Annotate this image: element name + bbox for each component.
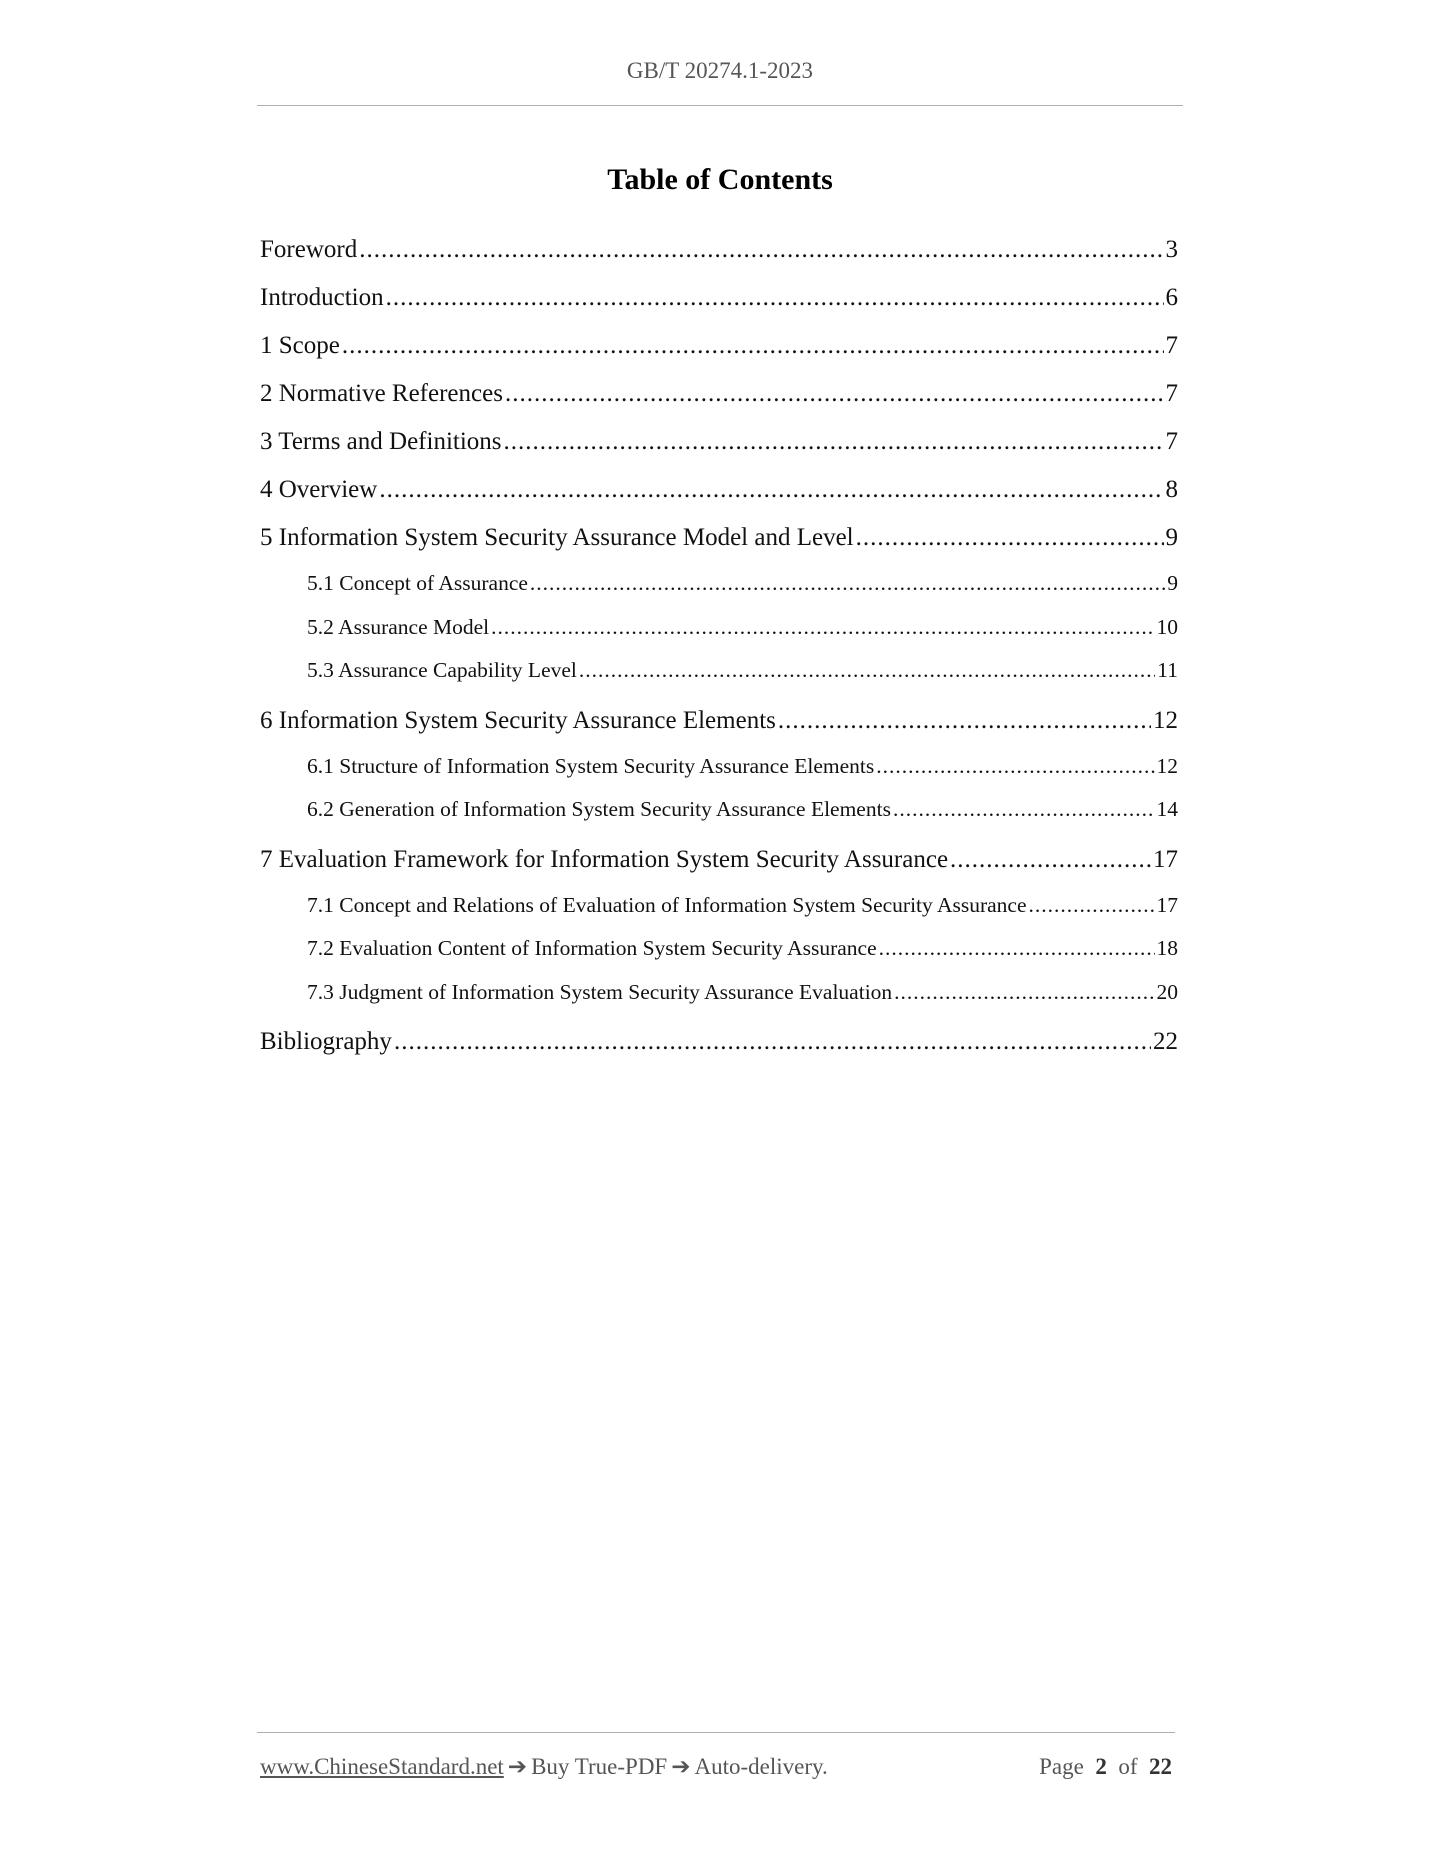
toc-entry-page: 9	[1167, 571, 1178, 595]
toc-entry-page: 12	[1153, 706, 1178, 734]
toc-entry[interactable]	[260, 606, 1178, 650]
footer-left	[260, 1754, 828, 1780]
toc-entry[interactable]	[260, 971, 1178, 1015]
table-of-contents	[260, 226, 1178, 1066]
toc-entry-title: Foreword	[260, 236, 358, 263]
page-of: of	[1118, 1754, 1138, 1779]
toc-entry-title: 5.1 Concept of Assurance	[307, 571, 528, 595]
toc-entry-title: 4 Overview	[260, 476, 378, 503]
toc-entry-title: 7.2 Evaluation Content of Information System Security Assurance	[307, 936, 877, 960]
toc-leader-dots	[856, 514, 1164, 562]
toc-leader-dots	[876, 745, 1154, 789]
arrow-right-icon: ➔	[507, 1754, 528, 1779]
toc-entry[interactable]	[260, 514, 1178, 562]
toc-leader-dots	[1029, 884, 1155, 928]
toc-leader-dots	[379, 466, 1163, 514]
toc-entry-page: 7	[1165, 332, 1178, 359]
toc-entry[interactable]	[260, 788, 1178, 832]
toc-entry-title: 6.2 Generation of Information System Security Assurance Elements	[307, 797, 891, 821]
toc-leader-dots	[394, 1018, 1151, 1066]
toc-entry-page: 11	[1157, 658, 1178, 682]
toc-entry[interactable]	[260, 884, 1178, 928]
site-link[interactable]: www.ChineseStandard.net	[260, 1754, 504, 1779]
toc-leader-dots	[530, 562, 1165, 606]
toc-entry-title: 5.2 Assurance Model	[307, 614, 490, 639]
toc-entry-page: 18	[1156, 936, 1178, 960]
toc-entry-title: 7 Evaluation Framework for Information System Security Assurance	[260, 845, 949, 873]
toc-entry[interactable]	[260, 466, 1178, 514]
toc-entry-title: 1 Scope	[260, 332, 340, 359]
toc-entry-title: Introduction	[260, 284, 384, 311]
toc-entry[interactable]	[260, 1018, 1178, 1066]
page-indicator	[1039, 1754, 1172, 1780]
toc-entry[interactable]	[260, 418, 1178, 466]
footer	[260, 1754, 1172, 1780]
toc-entry-page: 10	[1156, 614, 1178, 639]
toc-entry-page: 7	[1165, 428, 1178, 455]
buy-text: Buy True-PDF	[531, 1754, 668, 1779]
delivery-text: Auto-delivery.	[694, 1754, 828, 1779]
toc-leader-dots	[386, 274, 1164, 322]
toc-entry-page: 6	[1165, 284, 1178, 311]
toc-entry-title: 2 Normative References	[260, 380, 503, 407]
toc-leader-dots	[505, 370, 1164, 418]
toc-entry-title: 5 Information System Security Assurance Model and Level	[260, 524, 854, 551]
toc-entry[interactable]	[260, 836, 1178, 884]
running-header: GB/T 20274.1-2023	[626, 58, 814, 83]
toc-entry[interactable]	[260, 370, 1178, 418]
toc-entry-title: 3 Terms and Definitions	[260, 428, 502, 455]
footer-divider	[257, 1732, 1175, 1733]
toc-leader-dots	[504, 418, 1164, 466]
toc-entry-title: 7.3 Judgment of Information System Security Assurance Evaluation	[307, 979, 893, 1004]
toc-leader-dots	[778, 697, 1151, 745]
toc-entry-title: Bibliography	[260, 1028, 392, 1055]
toc-entry[interactable]	[260, 322, 1178, 370]
toc-entry-title: 6 Information System Security Assurance Elements	[260, 706, 776, 734]
toc-entry[interactable]	[260, 562, 1178, 606]
arrow-right-icon: ➔	[671, 1754, 691, 1779]
toc-entry[interactable]	[260, 274, 1178, 322]
toc-entry-page: 8	[1165, 476, 1178, 503]
toc-entry-page: 17	[1153, 845, 1178, 873]
toc-entry-page: 12	[1156, 753, 1178, 778]
toc-entry-page: 14	[1156, 797, 1178, 821]
toc-leader-dots	[579, 649, 1155, 693]
page-current: 2	[1095, 1754, 1107, 1779]
header-divider	[257, 105, 1183, 106]
toc-leader-dots	[879, 927, 1155, 971]
toc-entry-page: 3	[1165, 236, 1178, 263]
toc-entry[interactable]	[260, 927, 1178, 971]
toc-entry[interactable]	[260, 697, 1178, 745]
toc-entry-page: 7	[1165, 380, 1178, 407]
toc-leader-dots	[894, 971, 1154, 1015]
toc-title: Table of Contents	[607, 163, 833, 196]
toc-leader-dots	[950, 836, 1151, 884]
toc-entry-page: 17	[1156, 892, 1178, 917]
toc-entry-title: 7.1 Concept and Relations of Evaluation of Information System Security Assurance	[307, 892, 1027, 917]
toc-entry-title: 6.1 Structure of Information System Security Assurance Elements	[307, 753, 875, 778]
toc-entry-page: 20	[1156, 979, 1178, 1004]
page-word: Page	[1039, 1754, 1084, 1779]
toc-entry-page: 22	[1153, 1028, 1178, 1055]
toc-entry[interactable]	[260, 649, 1178, 693]
toc-leader-dots	[893, 788, 1155, 832]
toc-entry-title: 5.3 Assurance Capability Level	[307, 658, 577, 682]
toc-leader-dots	[342, 322, 1164, 370]
toc-leader-dots	[359, 226, 1163, 274]
toc-entry[interactable]	[260, 745, 1178, 789]
toc-entry[interactable]	[260, 226, 1178, 274]
page-total: 22	[1149, 1754, 1172, 1779]
toc-entry-page: 9	[1165, 524, 1178, 551]
toc-leader-dots	[491, 606, 1154, 650]
